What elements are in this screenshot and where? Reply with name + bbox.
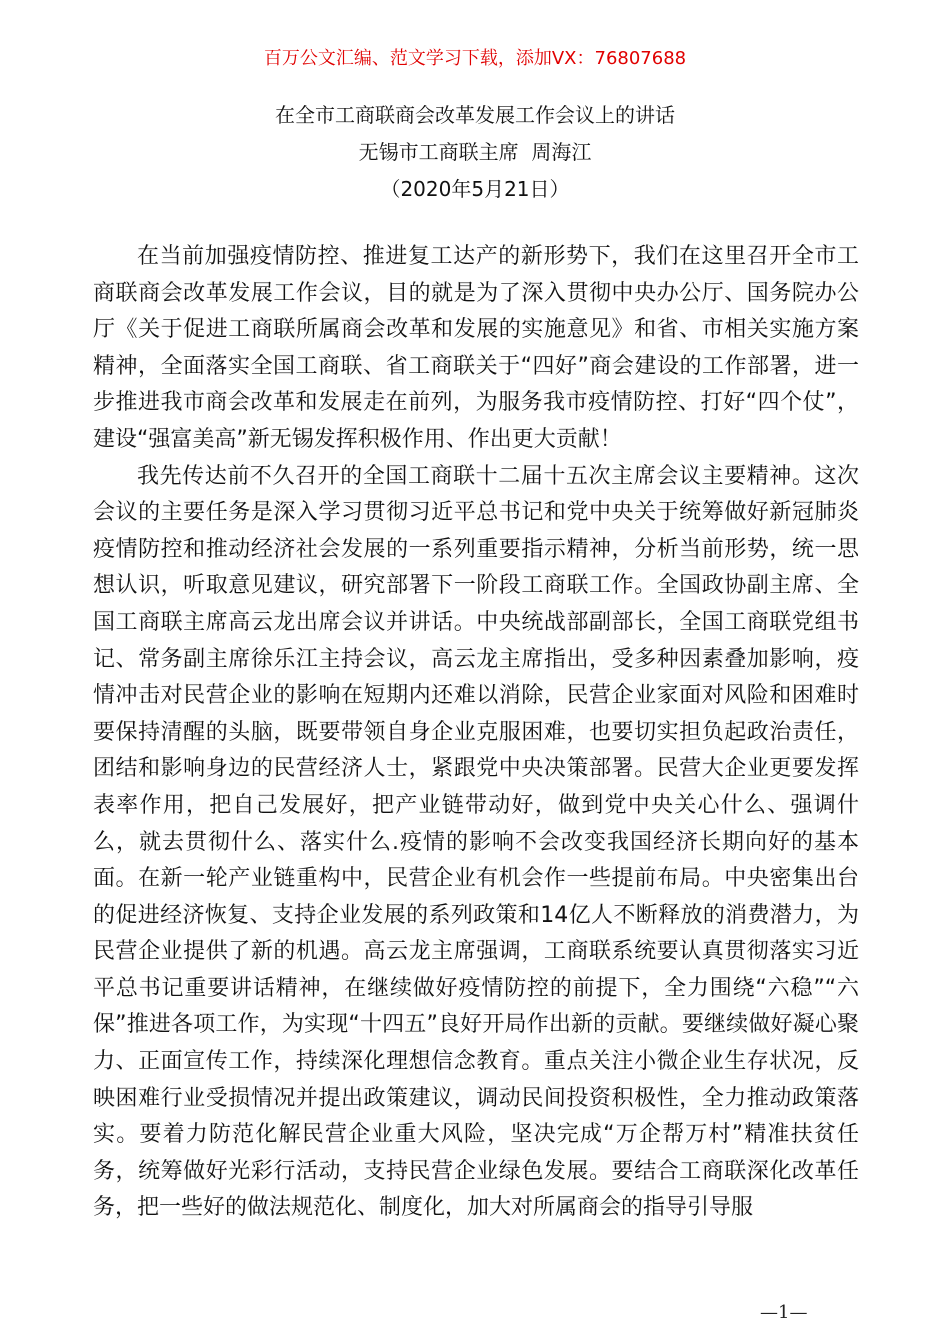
speech-title: 在全市工商联商会改革发展工作会议上的讲话 <box>275 103 675 127</box>
page-number: —1— <box>760 1302 808 1323</box>
speaker-line: 无锡市工商联主席 周海江 <box>358 140 592 164</box>
speech-date: （2020年5月21日） <box>380 177 570 201</box>
body-text <box>93 239 859 1227</box>
promo-banner: 百万公文汇编、范文学习下载，添加VX：76807688 <box>263 48 687 69</box>
title-block <box>0 97 950 208</box>
body-paragraph: 我先传达前不久召开的全国工商联十二届十五次主席会议主要精神。这次会议的主要任务是深入学习贯彻习近平总书记和党中央关于统筹做好新冠肺炎疫情防控和推动经济社会发展的一系列重要指示精神，分析当前形势，统一思想认识，听取意见建议，研究部署下一阶段工商联工作。全国政协副主席、全国工商联主席高云龙出席会议并讲话。中央统战部副部长，全国工商联党组书记、常务副主席徐乐江主持会议，高云龙主席指出，受多种因素叠加影响，疫情冲击对民营企业的影响在短期内还难以消除，民营企业家面对风险和困难时要保持清醒的头脑，既要带领自身企业克服困难，也要切实担负起政治责任，团结和影响身边的民营经济人士，紧跟党中央决策部署。民营大企业更要发挥表率作用，把自己发展好，把产业链带动好，做到党中央关心什么、强调什么，就去贯彻什么、落实什么.疫情的影响不会改变我国经济长期向好的基本面。在新一轮产业链重构中，民营企业有机会作一些提前布局。中央密集出台的促进经济恢复、支持企业发展的系列政策和14亿人不断释放的消费潜力，为民营企业提供了新的机遇。高云龙主席强调，工商联系统要认真贯彻落实习近平总书记重要讲话精神，在继续做好疫情防控的前提下，全力围绕“六稳”“六保”推进各项工作，为实现“十四五”良好开局作出新的贡献。要继续做好凝心聚力、正面宣传工作，持续深化理想信念教育。重点关注小微企业生存状况，反映困难行业受损情况并提出政策建议，调动民间投资积极性，全力推动政策落实。要着力防范化解民营企业重大风险，坚决完成“万企帮万村”精准扶贫任务，统筹做好光彩行活动，支持民营企业绿色发展。要结合工商联深化改革任务，把一些好的做法规范化、制度化，加大对所属商会的指导引导服 <box>93 463 859 1221</box>
body-paragraph: 在当前加强疫情防控、推进复工达产的新形势下，我们在这里召开全市工商联商会改革发展工作会议，目的就是为了深入贯彻中央办公厅、国务院办公厅《关于促进工商联所属商会改革和发展的实施意见》和省、市相关实施方案精神，全面落实全国工商联、省工商联关于“四好”商会建设的工作部署，进一步推进我市商会改革和发展走在前列，为服务我市疫情防控、打好“四个仗”，建设“强富美高”新无锡发挥积极作用、作出更大贡献！ <box>93 244 859 452</box>
